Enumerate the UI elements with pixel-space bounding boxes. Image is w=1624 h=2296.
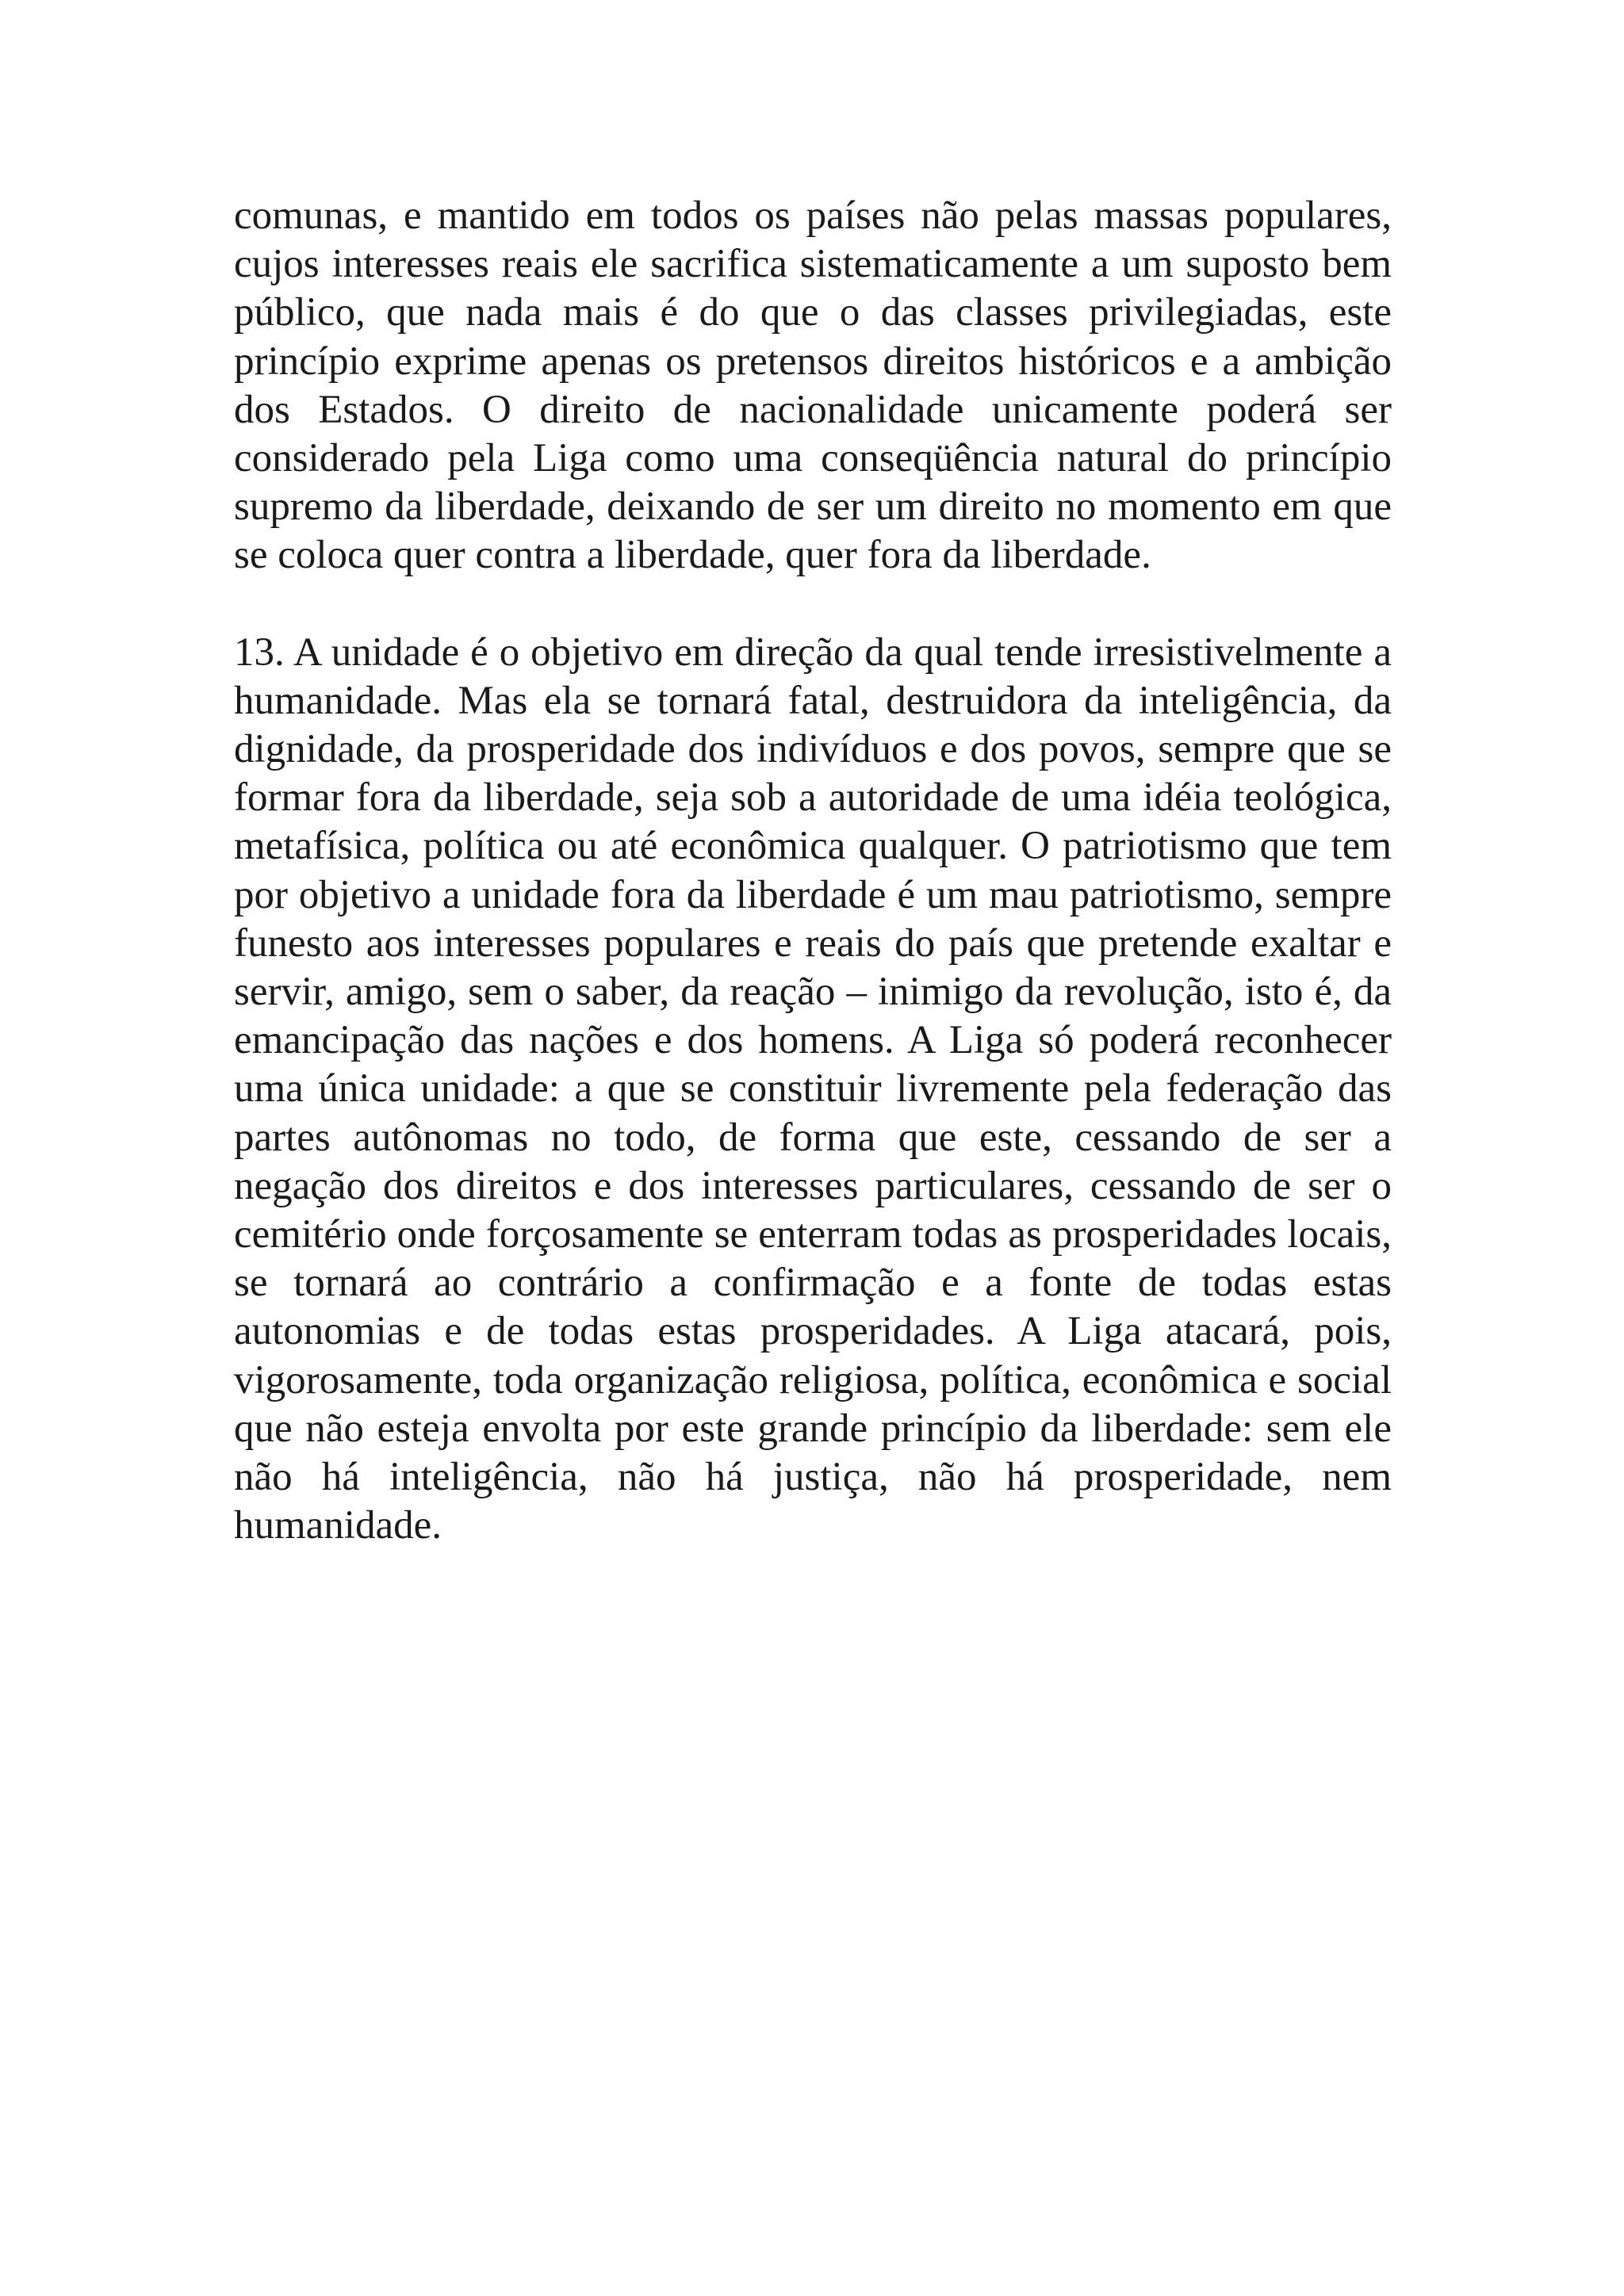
- body-text: [234, 192, 1392, 1550]
- paragraph-spacer: [234, 580, 1392, 629]
- paragraph-nationality: comunas, e mantido em todos os países não pelas massas populares, cujos interesses reais ele sacrifica sistematicamente a um suposto bem público, que nada mais é do que o das classes privilegiadas, este princípio exprime apenas os pretensos direitos históricos e a ambição dos Estados. O direito de nacionalidade unicamente poderá ser considerado pela Liga como uma conseqüência natural do princípio supremo da liberdade, deixando de ser um direito no momento em que se coloca quer contra a liberdade, quer fora da liberdade.: [234, 193, 1392, 578]
- paragraph-13-unity: 13. A unidade é o objetivo em direção da qual tende irresistivelmente a humanidade. Mas ela se tornará fatal, destruidora da inteligência, da dignidade, da prosperidade dos indivíduos e dos povos, sempre que se formar fora da liberdade, seja sob a autoridade de uma idéia teológica, metafísica, política ou até econômica qualquer. O patriotismo que tem por objetivo a unidade fora da liberdade é um mau patriotismo, sempre funesto aos interesses populares e reais do país que pretende exaltar e servir, amigo, sem o saber, da reação – inimigo da revolução, isto é, da emancipação das nações e dos homens. A Liga só poderá reconhecer uma única unidade: a que se constituir livremente pela federação das partes autônomas no todo, de forma que este, cessando de ser a negação dos direitos e dos interesses particulares, cessando de ser o cemitério onde forçosamente se enterram todas as prosperidades locais, se tornará ao contrário a confirmação e a fonte de todas estas autonomias e de todas estas prosperidades. A Liga atacará, pois, vigorosamente, toda organização religiosa, política, econômica e social que não esteja envolta por este grande princípio da liberdade: sem ele não há inteligência, não há justiça, não há prosperidade, nem humanidade.: [234, 629, 1392, 1548]
